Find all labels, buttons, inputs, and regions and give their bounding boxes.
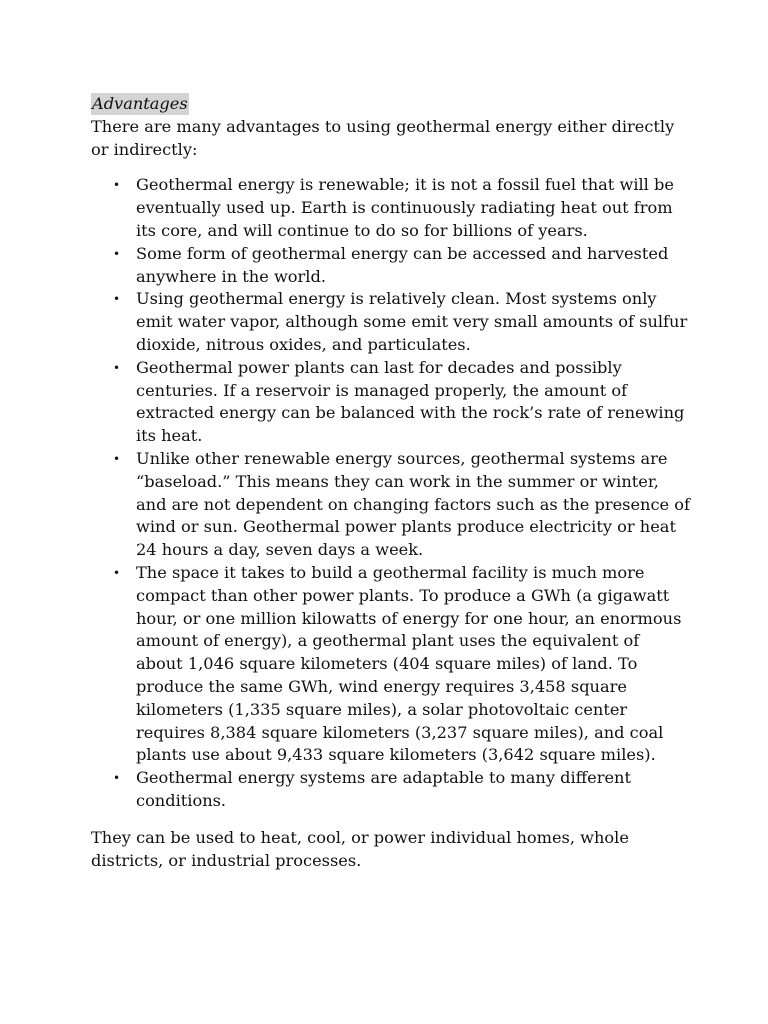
list-item-text: Using geothermal energy is relatively clean. Most systems only emit water vapor, although some emit very small amounts of sulfur dioxide, nitrous oxides, and particulates. [136,289,688,354]
bullet-icon: • [113,565,121,580]
list-item [91,243,691,289]
list-item-text: The space it takes to build a geothermal facility is much more compact than other power plants. To produce a GWh (a gigawatt hour, or one million kilowatts of energy for one hour, an enormous amount of energy), a geothermal plant uses the equivalent of about 1,046 square kilometers (404 square miles) of land. To produce the same GWh, wind energy requires 3,458 square kilometers (1,335 square miles), a solar photovoltaic center requires 8,384 square kilometers (3,237 square miles), and coal plants use about 9,433 square kilometers (3,642 square miles). [136,562,682,765]
bullet-icon: • [113,451,121,466]
list-item-text: Geothermal energy systems are adaptable to many different conditions. [136,768,631,810]
bullet-icon: • [113,360,121,375]
bullet-icon: • [113,771,121,786]
list-item-text: Geothermal energy is renewable; it is not a fossil fuel that will be eventually used up. Earth is continuously radiating heat out from its core, and will continue to do so for billions of years. [136,175,674,240]
bullet-icon: • [113,246,121,261]
bullet-icon: • [113,292,121,307]
list-item-text: Unlike other renewable energy sources, geothermal systems are “baseload.” This means they can work in the summer or winter, and are not dependent on changing factors such as the presence of wind or sun. Geothermal power plants produce electricity or heat 24 hours a day, seven days a week. [136,448,691,560]
list-item-text: Geothermal power plants can last for decades and possibly centuries. If a reservoir is managed properly, the amount of extracted energy can be balanced with the rock’s rate of renewing its heat. [136,357,685,446]
document-body [91,93,691,872]
list-item-text: Some form of geothermal energy can be accessed and harvested anywhere in the world. [136,243,669,286]
intro-paragraph: There are many advantages to using geothermal energy either directly or indirectly: [91,116,675,159]
heading-row [91,93,691,116]
list-item [91,767,691,813]
closing-paragraph: They can be used to heat, cool, or power individual homes, whole districts, or industrial processes. [91,827,629,870]
list-item [91,562,691,767]
list-item [91,174,691,242]
section-heading: Advantages [92,94,188,113]
list-item [91,357,691,448]
bullet-icon: • [113,178,121,193]
advantages-list [91,174,691,812]
list-item [91,288,691,356]
list-item [91,448,691,562]
